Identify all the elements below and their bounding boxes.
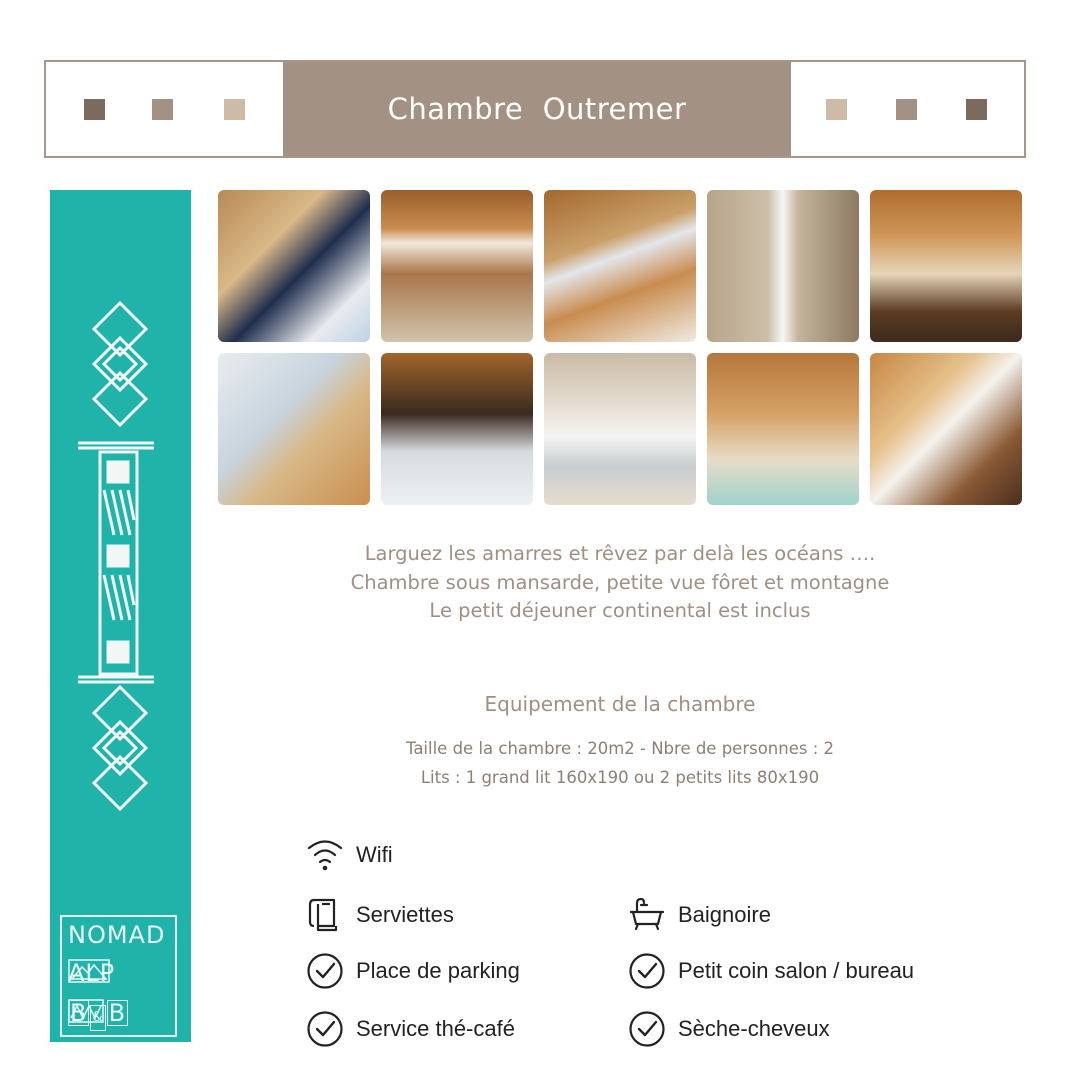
- specs-line: Lits : 1 grand lit 160x190 ou 2 petits lits 80x190: [420, 767, 820, 787]
- sidebar-decor: [50, 190, 191, 1042]
- amenity-hairdryer: [628, 1010, 830, 1048]
- amenity-towels: [306, 896, 454, 934]
- mountain-icon: [68, 959, 110, 983]
- amenity-bath: [628, 896, 771, 934]
- description-line: Chambre sous mansarde, petite vue fôret et montagne: [350, 570, 890, 594]
- nomad-alp-logo: [60, 915, 177, 1037]
- room-photo[interactable]: [218, 353, 370, 505]
- decor-square: [826, 99, 847, 120]
- amenity-tea: [306, 1010, 515, 1048]
- amenity-label: Petit coin salon / bureau: [678, 958, 915, 983]
- bathtub-icon: [628, 896, 666, 934]
- check-circle-icon: [628, 1010, 666, 1048]
- specs-line: Taille de la chambre : 20m2 - Nbre de personnes : 2: [405, 739, 835, 758]
- room-photo[interactable]: [707, 353, 859, 505]
- logo-b-letter: B: [108, 999, 127, 1027]
- amenity-label: Service thé-café: [356, 1016, 515, 1041]
- wave-mountain-icon: [68, 999, 104, 1023]
- amenity-parking: [306, 952, 520, 990]
- decor-square: [84, 99, 105, 120]
- logo-amp: &: [90, 1005, 105, 1031]
- wifi-icon: [306, 836, 344, 874]
- title-band: [283, 62, 791, 156]
- amenity-label: Sèche-cheveux: [678, 1016, 830, 1041]
- room-photo[interactable]: [544, 353, 696, 505]
- room-specs: [200, 735, 1040, 792]
- room-photo[interactable]: [218, 190, 370, 342]
- amenity-wifi: [306, 836, 393, 874]
- decor-square: [152, 99, 173, 120]
- check-circle-icon: [306, 1010, 344, 1048]
- room-photo[interactable]: [870, 190, 1022, 342]
- logo-line-2: [68, 959, 115, 987]
- description-line: Le petit déjeuner continental est inclus: [429, 599, 811, 622]
- header-banner: [44, 60, 1026, 158]
- logo-line-3: [68, 999, 129, 1031]
- amenity-label: Place de parking: [356, 958, 520, 983]
- logo-line-1: NOMAD: [68, 921, 166, 949]
- room-description: [200, 540, 1040, 626]
- towel-icon: [306, 896, 344, 934]
- amenity-lounge: [628, 952, 914, 990]
- decor-square: [966, 99, 987, 120]
- page-title: Chambre Outremer: [387, 92, 687, 126]
- description-line: Larguez les amarres et rêvez par delà les océans ….: [364, 542, 876, 565]
- amenity-label: Baignoire: [678, 902, 771, 927]
- check-circle-icon: [306, 952, 344, 990]
- room-photo[interactable]: [544, 190, 696, 342]
- decor-square: [224, 99, 245, 120]
- logo-alp-text: ALP: [68, 959, 116, 987]
- equipment-title: Equipement de la chambre: [484, 692, 756, 716]
- room-photo[interactable]: [381, 353, 533, 505]
- room-photo[interactable]: [870, 353, 1022, 505]
- logo-b-letter: B: [70, 999, 88, 1027]
- decor-square: [896, 99, 917, 120]
- amenity-label: Wifi: [356, 842, 393, 867]
- amenity-label: Serviettes: [356, 902, 454, 927]
- room-photo[interactable]: [707, 190, 859, 342]
- room-photo[interactable]: [381, 190, 533, 342]
- check-circle-icon: [628, 952, 666, 990]
